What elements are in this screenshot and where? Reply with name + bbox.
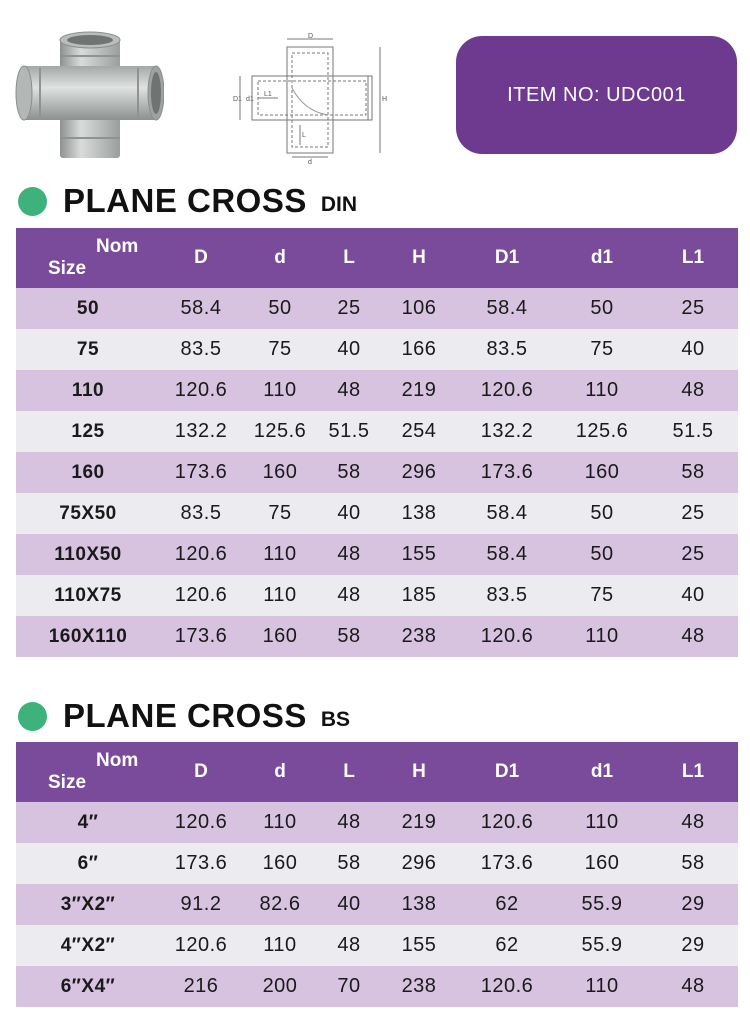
table-row: [16, 616, 738, 657]
table-row: [16, 411, 738, 452]
value-cell-D: 91.2: [160, 884, 242, 925]
value-cell-d1: 50: [556, 288, 648, 329]
table-row: [16, 534, 738, 575]
din-subtitle: DIN: [320, 193, 358, 216]
value-cell-d1: 125.6: [556, 411, 648, 452]
value-cell-D: 132.2: [160, 411, 242, 452]
value-cell-L: 58: [318, 843, 380, 884]
value-cell-L: 40: [318, 329, 380, 370]
size-cell: 75X50: [16, 493, 160, 534]
value-cell-L1: 48: [648, 966, 738, 1007]
din-spec-table: [16, 228, 738, 657]
value-cell-H: 254: [380, 411, 458, 452]
bullet-dot-icon: [18, 187, 47, 216]
col-header-H: H: [380, 742, 458, 802]
value-cell-H: 219: [380, 370, 458, 411]
nom-size-header: [16, 742, 160, 802]
value-cell-L: 58: [318, 616, 380, 657]
value-cell-d1: 160: [556, 452, 648, 493]
value-cell-H: 155: [380, 534, 458, 575]
table-row: [16, 452, 738, 493]
value-cell-d: 110: [242, 534, 318, 575]
value-cell-d1: 55.9: [556, 925, 648, 966]
value-cell-L: 51.5: [318, 411, 380, 452]
value-cell-L1: 29: [648, 925, 738, 966]
value-cell-d: 160: [242, 843, 318, 884]
din-section-title: [18, 182, 357, 220]
col-header-D1: D1: [458, 228, 556, 288]
drawing-label-L: L: [302, 132, 306, 139]
size-cell: 125: [16, 411, 160, 452]
din-title: PLANE CROSS: [63, 182, 307, 219]
size-cell: 4″X2″: [16, 925, 160, 966]
size-cell: 4″: [16, 802, 160, 843]
value-cell-D1: 120.6: [458, 616, 556, 657]
value-cell-L1: 25: [648, 288, 738, 329]
value-cell-D: 120.6: [160, 575, 242, 616]
value-cell-L1: 51.5: [648, 411, 738, 452]
value-cell-D: 83.5: [160, 329, 242, 370]
table-row: [16, 802, 738, 843]
bullet-dot-icon: [18, 702, 47, 731]
product-photo: [14, 30, 164, 165]
technical-drawing: [232, 33, 390, 165]
value-cell-d1: 160: [556, 843, 648, 884]
value-cell-d: 160: [242, 452, 318, 493]
value-cell-L1: 25: [648, 534, 738, 575]
col-header-D: D: [160, 742, 242, 802]
col-header-D: D: [160, 228, 242, 288]
value-cell-H: 166: [380, 329, 458, 370]
value-cell-d1: 50: [556, 534, 648, 575]
value-cell-D1: 173.6: [458, 843, 556, 884]
value-cell-D: 58.4: [160, 288, 242, 329]
value-cell-d: 75: [242, 329, 318, 370]
drawing-label-d: d: [308, 159, 312, 165]
table-row: [16, 288, 738, 329]
value-cell-D1: 58.4: [458, 288, 556, 329]
value-cell-L1: 58: [648, 843, 738, 884]
nom-label: Nom: [96, 750, 139, 771]
col-header-L: L: [318, 228, 380, 288]
value-cell-L: 40: [318, 884, 380, 925]
bs-subtitle: BS: [320, 708, 351, 731]
value-cell-d: 110: [242, 575, 318, 616]
value-cell-H: 296: [380, 452, 458, 493]
value-cell-L1: 40: [648, 575, 738, 616]
size-cell: 160: [16, 452, 160, 493]
value-cell-D1: 173.6: [458, 452, 556, 493]
bs-title: PLANE CROSS: [63, 697, 307, 734]
value-cell-H: 138: [380, 884, 458, 925]
value-cell-H: 238: [380, 966, 458, 1007]
table-row: [16, 843, 738, 884]
value-cell-D1: 58.4: [458, 534, 556, 575]
col-header-D1: D1: [458, 742, 556, 802]
value-cell-L: 48: [318, 802, 380, 843]
col-header-L: L: [318, 742, 380, 802]
value-cell-L1: 48: [648, 370, 738, 411]
table-row: [16, 966, 738, 1007]
table-row: [16, 493, 738, 534]
value-cell-d1: 110: [556, 966, 648, 1007]
size-cell: 110: [16, 370, 160, 411]
value-cell-d: 110: [242, 370, 318, 411]
drawing-label-H: H: [382, 96, 388, 103]
value-cell-d1: 75: [556, 575, 648, 616]
value-cell-d1: 110: [556, 616, 648, 657]
drawing-label-D1: D1: [233, 96, 242, 103]
value-cell-D1: 83.5: [458, 329, 556, 370]
value-cell-H: 238: [380, 616, 458, 657]
table-row: [16, 575, 738, 616]
value-cell-L1: 29: [648, 884, 738, 925]
nom-size-header: [16, 228, 160, 288]
value-cell-D1: 120.6: [458, 802, 556, 843]
value-cell-D1: 83.5: [458, 575, 556, 616]
nom-label: Nom: [96, 236, 139, 257]
size-cell: 110X75: [16, 575, 160, 616]
value-cell-H: 219: [380, 802, 458, 843]
value-cell-H: 106: [380, 288, 458, 329]
table-row: [16, 925, 738, 966]
size-label: Size: [48, 258, 87, 279]
table-row: [16, 884, 738, 925]
value-cell-H: 155: [380, 925, 458, 966]
col-header-L1: L1: [648, 742, 738, 802]
col-header-H: H: [380, 228, 458, 288]
value-cell-D: 120.6: [160, 802, 242, 843]
value-cell-L: 48: [318, 370, 380, 411]
value-cell-D: 173.6: [160, 843, 242, 884]
value-cell-L: 48: [318, 925, 380, 966]
value-cell-D: 120.6: [160, 534, 242, 575]
drawing-label-D: D: [308, 33, 314, 40]
value-cell-D1: 120.6: [458, 966, 556, 1007]
value-cell-d: 110: [242, 925, 318, 966]
value-cell-D1: 62: [458, 925, 556, 966]
value-cell-d: 200: [242, 966, 318, 1007]
value-cell-d1: 55.9: [556, 884, 648, 925]
bs-section-title: [18, 697, 350, 735]
value-cell-D: 120.6: [160, 925, 242, 966]
value-cell-L1: 48: [648, 616, 738, 657]
item-number-badge: [456, 36, 737, 154]
value-cell-D1: 62: [458, 884, 556, 925]
col-header-L1: L1: [648, 228, 738, 288]
size-cell: 6″X4″: [16, 966, 160, 1007]
value-cell-L1: 58: [648, 452, 738, 493]
size-cell: 3″X2″: [16, 884, 160, 925]
value-cell-H: 138: [380, 493, 458, 534]
value-cell-L: 40: [318, 493, 380, 534]
col-header-d1: d1: [556, 742, 648, 802]
value-cell-D: 173.6: [160, 616, 242, 657]
value-cell-d1: 75: [556, 329, 648, 370]
value-cell-H: 185: [380, 575, 458, 616]
value-cell-L1: 48: [648, 802, 738, 843]
col-header-d1: d1: [556, 228, 648, 288]
value-cell-L: 25: [318, 288, 380, 329]
value-cell-L: 70: [318, 966, 380, 1007]
value-cell-D: 216: [160, 966, 242, 1007]
size-cell: 50: [16, 288, 160, 329]
value-cell-D: 120.6: [160, 370, 242, 411]
value-cell-d: 50: [242, 288, 318, 329]
value-cell-d1: 50: [556, 493, 648, 534]
value-cell-D1: 120.6: [458, 370, 556, 411]
value-cell-D: 83.5: [160, 493, 242, 534]
value-cell-d: 82.6: [242, 884, 318, 925]
value-cell-d: 160: [242, 616, 318, 657]
value-cell-D1: 132.2: [458, 411, 556, 452]
value-cell-d: 110: [242, 802, 318, 843]
table-row: [16, 370, 738, 411]
table-row: [16, 329, 738, 370]
value-cell-L: 48: [318, 575, 380, 616]
value-cell-L: 48: [318, 534, 380, 575]
size-cell: 110X50: [16, 534, 160, 575]
size-cell: 75: [16, 329, 160, 370]
value-cell-d1: 110: [556, 370, 648, 411]
size-cell: 160X110: [16, 616, 160, 657]
value-cell-d1: 110: [556, 802, 648, 843]
value-cell-L1: 25: [648, 493, 738, 534]
size-cell: 6″: [16, 843, 160, 884]
value-cell-D1: 58.4: [458, 493, 556, 534]
value-cell-d: 75: [242, 493, 318, 534]
table-header-row: [16, 228, 738, 288]
size-label: Size: [48, 772, 87, 793]
value-cell-L: 58: [318, 452, 380, 493]
drawing-label-L1: L1: [264, 91, 272, 98]
value-cell-d: 125.6: [242, 411, 318, 452]
bs-spec-table: [16, 742, 738, 1007]
value-cell-D: 173.6: [160, 452, 242, 493]
drawing-label-d1: d1: [246, 96, 254, 103]
item-number-text: ITEM NO: UDC001: [507, 83, 686, 106]
col-header-d: d: [242, 742, 318, 802]
value-cell-H: 296: [380, 843, 458, 884]
table-header-row: [16, 742, 738, 802]
col-header-d: d: [242, 228, 318, 288]
value-cell-L1: 40: [648, 329, 738, 370]
